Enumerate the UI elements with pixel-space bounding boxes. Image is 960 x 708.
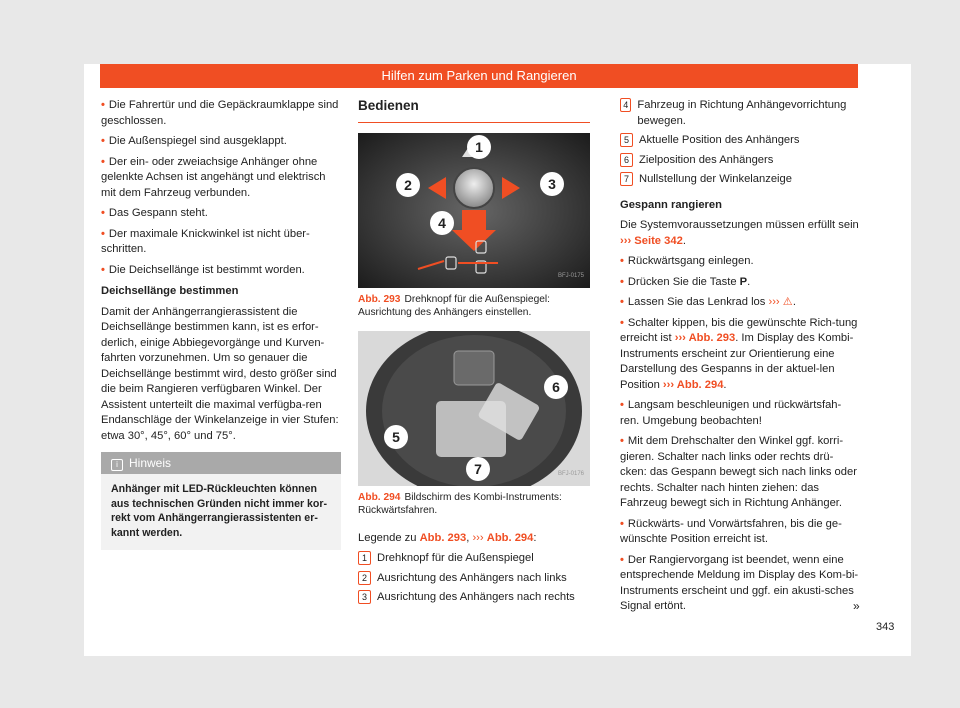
section-heading: Deichsellänge bestimmen xyxy=(101,285,239,297)
figure-display xyxy=(358,331,590,486)
figure-caption-text: Drehknopf für die Außenspiegel: Ausrichtung des Anhängers einstellen. xyxy=(358,293,551,318)
legend-text: Ausrichtung des Anhängers nach links xyxy=(377,571,567,584)
legend-number: 1 xyxy=(358,551,371,565)
hint-text: Anhänger mit LED-Rückleuchten können aus technischen Gründen nicht immer kor-rekt vom Anhängerrangierassistenten er-kannt werden. xyxy=(111,483,328,539)
parking-button-icon: P xyxy=(739,275,748,288)
svg-text:4: 4 xyxy=(438,214,446,231)
legend-text: Fahrzeug in Richtung Anhängevorrichtung bewegen. xyxy=(637,99,847,127)
legend-number: 3 xyxy=(358,590,371,604)
ref-arrows: ››› xyxy=(768,296,780,308)
bullet-text: Lassen Sie das Lenkrad los xyxy=(627,296,766,308)
continue-marker: » xyxy=(853,599,860,613)
paragraph: Die Systemvoraussetzungen müssen erfüllt sein ››› Seite 342. xyxy=(620,219,859,247)
middle-column xyxy=(358,98,590,610)
figure-caption-text: Bildschirm des Kombi-Instruments: Rückwärtsfahren. xyxy=(358,491,562,516)
figure-code: BFJ-0176 xyxy=(557,471,584,477)
bullet-item: • Der ein- oder zweiachsige Anhänger ohne gelenkte Achsen ist angehängt und elektrisch mit dem Fahrzeug verbunden. xyxy=(101,155,341,202)
legend-item xyxy=(620,153,860,169)
bullet-item: • Langsam beschleunigen und rückwärtsfah-ren. Umgebung beobachten! xyxy=(620,398,860,429)
page-link[interactable]: ››› Seite 342 xyxy=(620,234,683,247)
legend-prefix: Legende zu xyxy=(358,531,417,544)
section-heading: Gespann rangieren xyxy=(620,198,722,211)
legend-text: Aktuelle Position des Anhängers xyxy=(639,134,800,146)
figure-code: BFJ-0175 xyxy=(557,273,584,279)
legend-number: 4 xyxy=(620,98,631,112)
legend-item xyxy=(620,172,860,188)
svg-text:2: 2 xyxy=(404,176,412,193)
bullet-item: • Drücken Sie die Taste P. xyxy=(620,275,860,291)
bullet-item: • Lassen Sie das Lenkrad los ››› ⚠. xyxy=(620,295,860,311)
bullet-item: • Schalter kippen, bis die gewünschte Rich-tung erreicht ist ››› Abb. 293. Im Display des Kombi-Instruments erscheint zur Orientierung eine Darstellung des Gespanns in der aktuel-len Position ››› Abb. 294. xyxy=(620,316,860,394)
ref-arrows: ››› xyxy=(472,531,484,544)
right-column xyxy=(620,98,860,620)
legend-item xyxy=(358,571,590,587)
bullet-item: • Der Rangiervorgang ist beendet, wenn eine entsprechende Meldung im Display des Kom-bi-Instruments erscheint und ggf. ein akusti-sches Signal ertönt. xyxy=(620,553,860,615)
legend-text: Nullstellung der Winkelanzeige xyxy=(639,173,792,185)
figure-link[interactable]: Abb. 294 xyxy=(486,531,534,544)
bullet-item: • Mit dem Drehschalter den Winkel ggf. korri-gieren. Schalter nach links oder rechts drü-cken: das Gespann bewegt sich nach links oder rechts. Schalter nach hinten ziehen: das Fahrzeug bewegt sich in Richtung Anhänger. xyxy=(620,434,860,512)
legend-item xyxy=(358,551,590,567)
figure-link[interactable]: ››› Abb. 294 xyxy=(662,378,724,391)
figure-rotary-knob xyxy=(358,133,590,288)
bullet-text: . Im Display des Kombi-Instruments erscheint zur Orientierung eine Darstellung des Gespanns in der aktuel-len Position xyxy=(620,332,854,391)
legend-text: Zielposition des Anhängers xyxy=(639,153,774,166)
instrument-display-illustration xyxy=(358,331,590,486)
section-title: Bedienen xyxy=(358,98,590,123)
svg-text:6: 6 xyxy=(552,378,560,395)
info-icon: i xyxy=(111,459,123,471)
figure-caption xyxy=(358,293,590,319)
figure-link[interactable]: ››› Abb. 293 xyxy=(674,332,736,344)
figure-caption xyxy=(358,491,590,517)
svg-text:7: 7 xyxy=(474,460,482,477)
svg-text:1: 1 xyxy=(475,138,483,155)
page-header: Hilfen zum Parken und Rangieren xyxy=(100,64,858,88)
bullet-text: Schalter kippen, bis die gewünschte Rich-tung erreicht ist xyxy=(620,316,858,344)
legend-text: Drehknopf für die Außenspiegel xyxy=(377,552,534,564)
figure-link[interactable]: Abb. 293 xyxy=(419,531,467,544)
intro-text: Die Systemvoraussetzungen müssen erfüllt sein xyxy=(620,219,859,231)
bullet-item: • Der maximale Knickwinkel ist nicht über-schritten. xyxy=(101,227,341,258)
svg-text:5: 5 xyxy=(392,428,400,445)
bullet-item: • Das Gespann steht. xyxy=(101,206,341,222)
bullet-text: Drücken Sie die Taste xyxy=(627,275,737,288)
bullet-item: • Rückwärtsgang einlegen. xyxy=(620,254,860,270)
bullet-item: • Die Außenspiegel sind ausgeklappt. xyxy=(101,134,341,150)
legend-item xyxy=(620,133,860,149)
hint-header xyxy=(101,452,341,474)
legend-number: 2 xyxy=(358,571,371,585)
warning-icon[interactable]: ⚠ xyxy=(782,296,793,308)
legend-item xyxy=(620,98,860,129)
figure-label: Abb. 293 xyxy=(358,293,401,305)
legend-number: 5 xyxy=(620,133,633,147)
hint-title: Hinweis xyxy=(129,456,172,470)
legend-number: 7 xyxy=(620,172,633,186)
legend-heading: Legende zu Abb. 293, ››› Abb. 294: xyxy=(358,531,537,544)
paragraph: Damit der Anhängerrangierassistent die Deichsellänge bestimmen kann, ist es erfor-derlich, einige Abbiegevorgänge und Kurven-fahrten vorzunehmen. Um so genauer die Deichsellänge bestimmt wird, desto größer sind die beim Rangieren verfügbaren Winkel. Der Assistent unterteilt die maximal verfügba-ren Endanschläge der Winkelanzeige in vier Stufen: etwa 30°, 45°, 60° und 75°. xyxy=(101,305,339,442)
hint-box xyxy=(101,452,341,550)
legend-item xyxy=(358,590,590,606)
legend-text: Ausrichtung des Anhängers nach rechts xyxy=(377,591,575,603)
svg-text:3: 3 xyxy=(548,175,556,192)
legend-number: 6 xyxy=(620,153,633,167)
bullet-item: • Die Deichsellänge ist bestimmt worden. xyxy=(101,263,341,279)
figure-label: Abb. 294 xyxy=(358,491,401,503)
bullet-item: • Rückwärts- und Vorwärtsfahren, bis die ge-wünschte Position erreicht ist. xyxy=(620,517,860,548)
bullet-item: • Die Fahrertür und die Gepäckraumklappe sind geschlossen. xyxy=(101,98,341,129)
left-column xyxy=(101,98,341,550)
page-number: 343 xyxy=(876,621,895,633)
rotary-knob-illustration xyxy=(358,133,590,288)
